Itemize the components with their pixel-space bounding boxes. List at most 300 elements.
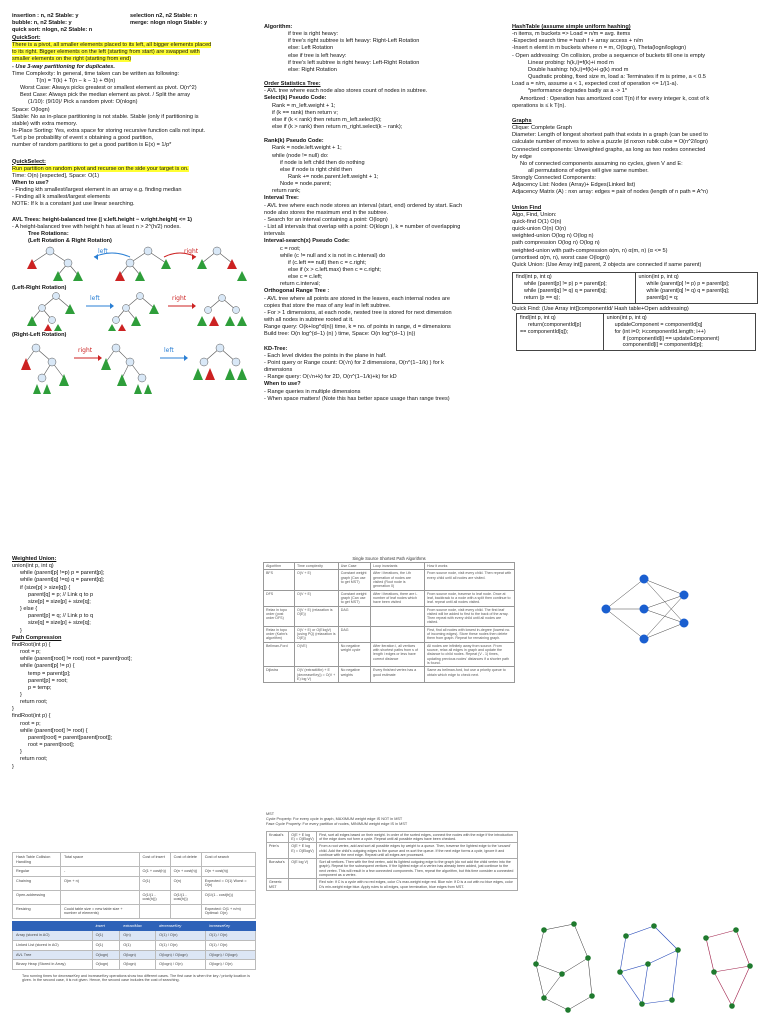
lr-tree-1: [27, 293, 75, 332]
table-cell: O(logn) / O(n): [206, 960, 256, 970]
hash-collision-table: [12, 852, 256, 919]
text-line: return c.interval;: [280, 281, 321, 288]
text-line: - For > 1 dimensions, at each node, nested tree is stored for next dimension: [264, 309, 452, 316]
table-row: [264, 590, 515, 606]
text-line: - Point query or Range count: O(√n) for 2 dimensions, O(n^(1−1/k) ) for k: [264, 359, 444, 366]
qf-find-cell: [517, 313, 604, 351]
clique-graph-diagram: [592, 565, 704, 655]
text-line: node also stores the maximum end in the subtree.: [264, 209, 389, 216]
text-line: - When space matters! (Note this has better space usage than range trees): [264, 395, 450, 402]
table-cell: O(V (extractMin) + E (decreaseKey)) = O(V + E) log V): [295, 667, 339, 683]
table-cell: O(V + E) or O(ElogV) (using PQ) (relaxation is O(E)): [295, 626, 339, 642]
text-line: parent[q] = p; // Link q to p: [28, 591, 94, 598]
table-row: [264, 606, 515, 626]
text-line: - AVL tree where all points are stored in the leaves, each internal nodes are: [264, 295, 450, 302]
table-cell: O(1) / O(n): [206, 931, 256, 941]
text-line: Double hashing: h(k,i)=f(k)+i·g(k) mod m: [528, 66, 629, 73]
table-cell: Binary Heap (Stored in Array): [13, 960, 93, 970]
table-cell: DFS: [264, 590, 295, 606]
priority-queue-table: [12, 921, 256, 970]
text-line: quick-find O(1) O(n): [512, 218, 562, 225]
text-line: Interval-search(x) Pseudo Code:: [264, 238, 350, 245]
text-line: union(int p, int q): [12, 563, 54, 570]
text-line: findRoot(int p) {: [12, 713, 51, 720]
text-line: else c = c.left;: [288, 274, 323, 281]
text-line: - Range query: O(√n+k) for 2D, O(n^(1−1/k)+k) for kD: [264, 374, 397, 381]
sort-list-right: [130, 13, 207, 27]
text-line: -Expected search time = hash f + array access + n/m: [512, 38, 644, 45]
table-cell: Boruvka's: [267, 859, 289, 879]
sssp-header-cell: Use Case: [338, 563, 370, 570]
tree-after: [115, 247, 171, 281]
code-line: return (p == q);: [524, 294, 560, 301]
quick-find-box: [516, 313, 756, 352]
table-cell: Array (stored in AO): [13, 931, 93, 941]
text-line: c = root;: [280, 245, 301, 252]
text-line: parent[p] = q; // Link p to q: [28, 613, 94, 620]
text-line: When to use?: [264, 381, 301, 388]
table-cell: O(E log V): [289, 859, 317, 879]
text-line: return rank;: [272, 188, 301, 195]
table-cell: Constant weight graph (Can use to get MST): [338, 590, 370, 606]
table-cell: Open-addressing: [13, 890, 61, 904]
text-line: Range query: O(k+log^d(n)) time, k = no. of points in range, d = dimensions: [264, 324, 451, 331]
mst-section: [266, 812, 522, 907]
left-right-rotation-diagram-2: [12, 292, 252, 332]
mst-note: MST: [266, 812, 275, 816]
text-line: }: [20, 749, 22, 756]
column-trees: [264, 24, 508, 534]
text-line: stable) with extra memory.: [12, 120, 78, 127]
text-line: Time Complexity: In general, time taken can be written as following:: [12, 70, 180, 77]
text-line: temp = parent[p];: [28, 670, 71, 677]
sort-line: insertion : n, n2 Stable: y: [12, 13, 79, 19]
text-line: operations is ≤ k T(n).: [512, 102, 566, 109]
text-line: if (k == rank) then return v;: [272, 109, 338, 116]
table-cell: Could table size = new table size + number of elements): [60, 904, 139, 918]
sort-list-left: [12, 13, 92, 34]
text-line: Worst Case: Always picks greatest or smallest element as pivot. O(n^2): [20, 85, 197, 92]
text-line: HashTable (assume simple uniform hashing): [512, 24, 631, 30]
table-row: [13, 960, 256, 970]
table-row: [267, 859, 518, 879]
weighted-union-code: [12, 556, 252, 771]
text-line: else if tree is left heavy:: [288, 52, 347, 59]
sssp-section: [263, 555, 517, 805]
table-cell: From a root vertex, add and sort all possible edges by weight to a queue. Then, traverse the lightest edge to the 'unused' child. Add the child's outgoing edges to the queue and re-sort the queue. If the next edge forms a cycle, ignore it and continue with the next edge. Repeat until all edges are processed.: [317, 843, 518, 859]
table-cell: First, find all nodes with lowest in-degree (lowest no. of incoming edges). Store these nodes then delete them from graph. Repeat for remaining graph.: [425, 626, 515, 642]
text-line: *Let p be probability of event x obtaining a good partition,: [12, 135, 154, 142]
table-cell: Kruskal's: [267, 831, 289, 843]
column-sorting: [12, 13, 252, 543]
text-line: Quadratic probing, fixed size m, load a: Terminates if m is prime, a < 0.5: [528, 74, 706, 81]
code-line: union(int p, int q): [638, 274, 679, 280]
table-cell: AVL Tree: [13, 950, 93, 960]
sort-line: quick sort: nlogn, n2 Stable: n: [12, 27, 93, 34]
table-cell: [371, 606, 425, 626]
text-line: Best Case: Always pick the median element as pivot. / Split the array: [20, 92, 191, 99]
table-cell: [170, 904, 201, 918]
complexity-section: [12, 852, 258, 1022]
table-cell: From source node, visit every child. The first leaf visited will be added to first to the back of the array. Then repeat with every child until all nodes are visited.: [425, 606, 515, 626]
code-line: == componentId[q]);: [520, 328, 569, 335]
text-line: if (size[p] > size[q]) {: [20, 584, 71, 591]
table-cell: First, sort all edges based on their weight. In order of the sorted edges, connect the nodes with the edge if the introduction of the edge does not form a cycle. Repeat until all possible edges have been checked.: [317, 831, 518, 843]
table-cell: O(1) / O(n): [206, 941, 256, 951]
text-line: Amortized : Operation has amortized cost T(n) if for every integer k, cost of k: [520, 95, 710, 102]
mst-table: [266, 831, 518, 891]
table-cell: O(logn) / O(logn): [156, 950, 206, 960]
text-line: Build tree: O(n log^(d−1) (n) ) time, Space: O(n log^(d−1) (n)): [264, 331, 416, 338]
text-line: Rank(k) Pseudo Code:: [264, 138, 324, 145]
text-line: Path Compression: [12, 634, 62, 641]
text-line: Rank = m_left.weight + 1;: [272, 102, 336, 109]
table-cell: Every finished vertex has a good estimate: [371, 667, 425, 683]
text-line: -n items, m buckets => Load = n/m = avg. items: [512, 31, 631, 38]
table-cell: Prim's: [267, 843, 289, 859]
arrow-right-label: right: [184, 248, 199, 256]
table-cell: No negative weight cycle: [338, 642, 370, 667]
text-line: Orthogonal Range Tree :: [264, 288, 330, 295]
table-cell: O(E + E log E) = O(ElogV): [289, 831, 317, 843]
text-line: with all nodes in subtree rooted at it.: [264, 317, 354, 324]
table-row: [13, 867, 256, 877]
text-line: (amortised α(m, n), worst case O(logn)): [512, 254, 610, 261]
text-line: if (c.left == null) then c = c.right;: [288, 259, 367, 266]
sssp-header-cell: Algorithm: [264, 563, 295, 570]
code-line: while (parent[p] != p) p = parent[p];: [646, 280, 730, 287]
text-line: all permutations of edges will give same number.: [528, 167, 649, 174]
text-line: number of random partitions to get a good partition is E(x) = 1/p*: [12, 142, 172, 149]
table-cell: Sort all vertices. Then with the first vertex, add its lightest outgoing edge to the graph (do not add the child vertex into the graph). Repeat for the subsequent vertices. If the lightest edge of a vertex has already been added, just continue to the next vertex. This will result in a few connected components. Then, repeat the algorithm, but this time consider a connected component as a vertex.: [317, 859, 518, 879]
table-cell: Dijkstra: [264, 667, 295, 683]
code-line: union(int p, int q): [606, 314, 647, 321]
hl-text: to its right. Bigger elements on the left (starting from start) are swapped with: [12, 49, 200, 56]
text-line: dimensions: [264, 367, 293, 374]
lr-tree-3: [197, 295, 247, 327]
table-cell: After i iterations, the i-th generation of nodes are visited (Root node is generation 0): [371, 570, 425, 590]
code-line: for (int i=0; i<componentId.length; i++): [614, 328, 706, 335]
text-line: - Finding kth smallest/largest element in an array e.g. finding median: [12, 187, 182, 194]
pq-header-cell: insert: [92, 921, 120, 931]
code-line: parent[p] = q;: [646, 294, 679, 301]
text-line: - Finding all k smallest/largest elements: [12, 194, 110, 201]
mst-notes: [266, 812, 522, 827]
left-right-rotation-title: (Left-Right Rotation): [12, 285, 67, 292]
text-line: return root;: [20, 699, 48, 706]
text-line: }: [12, 763, 14, 770]
table-cell: Bellman-Ford: [264, 642, 295, 667]
text-line: calculate number of moves to solve a puzzle (d nxnxn rubik cube = O(n^2/logn): [512, 139, 708, 146]
text-line: - List all intervals that overlap with a point: O(klogn ), k = number of overlapping: [264, 224, 461, 231]
graph-details: [512, 118, 760, 197]
text-line: size[p] = size[p] + size[q];: [28, 598, 91, 605]
table-row: [13, 904, 256, 918]
weighted-graph-diagrams: [522, 916, 762, 1020]
table-cell: Relax in topo order (post order DFS): [264, 606, 295, 626]
table-cell: [371, 626, 425, 642]
text-line: while (node != null) do:: [272, 152, 329, 159]
table-cell: Resizing: [13, 904, 61, 918]
table-row: [13, 876, 256, 890]
table-cell: O(VE): [295, 642, 339, 667]
text-line: path compression O(log n) O(log n): [512, 240, 600, 247]
code-line: if (componentId[i] == updateComponent): [622, 335, 720, 342]
quicksort-title: QuickSort:: [12, 35, 41, 41]
text-line: Select(k) Pseudo Code:: [264, 95, 327, 102]
text-line: Load a = n/m, assume a < 1, expected cost of operation <= 1/(1-a).: [512, 81, 679, 88]
left-right-rotation-diagram: [12, 245, 252, 285]
quickselect-highlight: Run partition on random pivot and recurse on the side your target is on.: [12, 165, 189, 172]
text-line: Adjacency Matrix (A) : nxn array: edges = pair of nodes (length of n path = A^n): [512, 189, 709, 196]
table-cell: O(V + E): [295, 570, 339, 590]
text-line: (1/10): (9/10)/ Pick a random pivot: O(nlogn): [28, 99, 138, 106]
table-cell: Generic MST: [267, 879, 289, 891]
text-line: root = p;: [20, 720, 41, 727]
text-line: weighted-union with path-compression α(m, n) α(m, n) (α <= 5): [512, 247, 668, 254]
rl-tree-1: [21, 344, 69, 394]
table-row: [267, 831, 518, 843]
sssp-header-cell: Loop invariants: [371, 563, 425, 570]
text-line: - A height-balanced tree with height h has at least n > 2^(h/2) nodes.: [12, 223, 181, 230]
text-line: When to use?: [12, 179, 49, 186]
footnote-text: Two running times for decreaseKey and increaseKey operations show two different cases. The first case is when the key / priority location is given. In the second case, it is not given. Hence, the second case includes the cost of searching.: [22, 973, 250, 983]
table-cell: O(1): [120, 941, 156, 951]
table-cell: O(n + cost(h)): [170, 867, 201, 877]
union-find-details: [512, 205, 760, 269]
text-line: Clique: Complete Graph: [512, 125, 573, 132]
text-line: }: [20, 691, 22, 698]
text-line: if tree's right subtree is left heavy: Right-Left Rotation: [288, 38, 420, 45]
text-line: Algorithm:: [264, 24, 293, 30]
text-line: if tree is right heavy:: [288, 31, 339, 38]
hash-header-cell: Total space: [60, 853, 139, 867]
code-line: updateComponent = componentId[q]: [614, 321, 703, 328]
hash-header-cell: Cost of insert: [139, 853, 170, 867]
table-cell: O(1) / O(n): [156, 931, 206, 941]
code-line: componentId[i] = componentId[p];: [622, 342, 703, 349]
qf-union-cell: [603, 313, 755, 351]
text-line: by edge: [512, 153, 532, 160]
text-line: Quick Union: (Use Array int[] parent, 2 objects are connected if same parent): [512, 261, 702, 268]
table-cell: O(m + n): [60, 876, 139, 890]
table-row: [264, 642, 515, 667]
text-line: Connected components: Unweighted graphs, as long as two nodes connected: [512, 146, 706, 153]
weighted-union-section: [12, 556, 252, 836]
table-cell: Chaining: [13, 876, 61, 890]
pq-footnote: [12, 974, 258, 983]
text-line: parent[root] = parent[parent[root]];: [28, 734, 113, 741]
text-line: root = p;: [20, 649, 41, 656]
quicksort-details: [12, 71, 252, 150]
text-line: Linear probing: h(k,i)=f(k)+i mod m: [528, 59, 614, 66]
table-cell: O(n): [170, 876, 201, 890]
text-line: Rank = node.left.weight + 1;: [272, 145, 342, 152]
hash-header-cell: Cost of delete: [170, 853, 201, 867]
arrow-left-label-2: left: [90, 295, 100, 303]
hash-header-cell: Cost of search: [201, 853, 255, 867]
text-line: root = parent[root];: [28, 742, 75, 749]
quicksort-note: - Use 3-way partitioning for duplicates.: [12, 63, 115, 70]
table-cell: O(n + cost(h)): [201, 867, 255, 877]
table-cell: Expected = O(1) Worst = O(n): [201, 876, 255, 890]
table-row: [267, 879, 518, 891]
table-cell: O(1 + cost(h)): [139, 867, 170, 877]
mst-note: Cycle Property: For every cycle in graph, MAXIMUM weight edge IS NOT in MST: [266, 816, 403, 821]
rl-tree-3: [193, 344, 247, 380]
table-cell: O(logn): [92, 960, 120, 970]
quicksort-highlight: [12, 42, 252, 63]
table-cell: From source node, traverse to leaf node. Once at leaf, backtrack to a node with a split then continue to leaf. repeat until all nodes visited.: [425, 590, 515, 606]
text-line: Rank += node.parent.left.weight + 1;: [288, 173, 379, 180]
lr-tree-2: [108, 293, 159, 332]
table-cell: Linked List (stored in AO): [13, 941, 93, 951]
sssp-header-cell: Time complexity: [295, 563, 339, 570]
rank-interval-details: [264, 138, 508, 338]
kd-tree-details: [264, 346, 508, 403]
text-line: while (parent[root] != root) root = parent[root];: [20, 656, 132, 663]
text-line: while (parent[p] != p) {: [20, 663, 75, 670]
text-line: - AVL tree where each node stores an interval (start, end) ordered by start. Each: [264, 202, 463, 209]
text-line: No of connected components assuming no cycles, given V and E:: [520, 160, 683, 167]
text-line: parent[p] = root;: [28, 677, 68, 684]
table-cell: After i iterations, there are i-number of leaf nodes which have been visited: [371, 590, 425, 606]
avl-algorithm: [264, 24, 508, 74]
code-line: while (parent[p] != p) p = parent[p];: [524, 280, 607, 287]
quickselect-details: [12, 173, 252, 209]
text-line: NOTE: If k is a constant just use linear searching.: [12, 201, 135, 208]
table-row: [264, 570, 515, 590]
rl-tree-2: [101, 344, 152, 394]
sort-line: selection n2, n2 Stable: n: [130, 13, 198, 19]
table-cell: O(V + E): [295, 590, 339, 606]
graph2-nodes: [617, 923, 681, 1007]
pq-header-cell: [13, 921, 93, 931]
table-cell: O(1): [92, 941, 120, 951]
text-line: return root;: [20, 756, 48, 763]
graph3-nodes: [703, 927, 753, 1009]
table-cell: [60, 890, 139, 904]
table-cell: Same as bellman-ford, but use a priority queue to obtain which edge to check next.: [425, 667, 515, 683]
text-line: *performance degrades badly as a -> 1*: [528, 88, 628, 95]
table-row: [264, 626, 515, 642]
text-line: - Open addressing: On collision, probe a sequence of buckets till one is empty: [512, 52, 706, 59]
table-row: [13, 950, 256, 960]
text-line: else: Right Rotation: [288, 66, 337, 73]
hash-header-cell: Hash Table Collision Handling: [13, 853, 61, 867]
sssp-header-cell: How it works: [425, 563, 515, 570]
hl-text: There is a pivot, all smaller elements placed to its left, all bigger elements placed: [12, 42, 212, 49]
text-line: In-Place Sorting: Yes, extra space for storing recursive function calls not input.: [12, 128, 206, 135]
rotations-subtitle: (Left Rotation & Right Rotation): [28, 238, 112, 245]
table-row: [13, 931, 256, 941]
table-cell: Relax in topo order (Kahn's algorithm): [264, 626, 295, 642]
tree-after-2: [197, 247, 247, 281]
table-cell: DAG: [338, 626, 370, 642]
text-line: Weighted Union:: [12, 556, 57, 562]
hl-text: smaller elements on the right (starting from end): [12, 56, 132, 63]
text-line: while (c != null and x is not in c.interval) do: [280, 252, 386, 259]
text-line: - Each level divides the points in the plane in half.: [264, 352, 387, 359]
table-cell: O(E + E log E) = O(ElogV): [289, 843, 317, 859]
table-cell: O(logn): [120, 960, 156, 970]
text-line: while (parent[q] !=q) q = parent[q];: [20, 577, 105, 584]
text-line: - Search for an interval containing a point: O(logn): [264, 216, 388, 223]
right-left-rotation-diagram: [12, 340, 252, 412]
text-line: while (parent[p] !=p) p = parent[p];: [20, 570, 105, 577]
text-line: Diameter: Length of longest shortest path that exists in a graph (can be used to: [512, 132, 708, 139]
right-left-rotation-title: (Right-Left Rotation): [12, 332, 67, 339]
table-cell: BFS: [264, 570, 295, 590]
text-line: Algo, Find, Union:: [512, 211, 557, 218]
text-line: else if (k < rank) then return m_left.select(k);: [272, 116, 382, 123]
mst-note: Fase Cycle Property: For every partition of nodes, MINIMUM weight edge IS in MST: [266, 821, 408, 826]
arrow-right-label-3: right: [78, 346, 93, 354]
text-line: else if (k > rank) then return m_right.select(k − rank);: [272, 124, 403, 131]
column-hash-graph: [512, 24, 760, 544]
text-line: if tree's left subtree is right heavy: Left-Right Rotation: [288, 59, 420, 66]
code-line: while (parent[q] != q) q = parent[q];: [646, 287, 730, 294]
text-line: size[q] = size[p] + size[q];: [28, 620, 91, 627]
table-cell: -: [60, 867, 139, 877]
table-cell: From source node, visit every child. Then repeat with every child until all nodes are visited.: [425, 570, 515, 590]
quick-union-box: [512, 272, 758, 304]
sssp-table: [263, 555, 515, 683]
text-line: }: [20, 627, 22, 634]
sort-complexity-block: [12, 13, 252, 35]
text-line: intervals: [264, 231, 285, 238]
sort-line: bubble: n, n2 Stable: y: [12, 20, 72, 27]
table-cell: O(1): [92, 931, 120, 941]
sssp-header-row: [264, 563, 515, 570]
text-line: -Insert n elemt in m buckets where n = m, O(logn), Theta(logn/loglogn): [512, 45, 687, 52]
arrow-left-label: left: [98, 248, 108, 256]
quickselect-title: QuickSelect:: [12, 158, 46, 165]
text-line: copies that store the max of any leaf in left subtree.: [264, 302, 391, 309]
text-line: } else {: [20, 606, 38, 613]
table-cell: O(1) / O(n): [156, 941, 206, 951]
text-line: else if node is right child then: [280, 166, 353, 173]
table-cell: DAG: [338, 606, 370, 626]
table-row: [13, 941, 256, 951]
pq-header-cell: decreaseKey: [156, 921, 206, 931]
rotations-title: Tree Rotations:: [28, 230, 69, 237]
table-cell: O(1): [139, 876, 170, 890]
text-line: quick-union O(n) O(n): [512, 226, 567, 233]
sssp-caption: Single Source Shortest Path Algorithms: [352, 556, 426, 561]
table-cell: O(logn) / O(logn): [206, 950, 256, 960]
code-line: return(componentId[p]: [528, 321, 582, 328]
text-line: KD-Tree:: [264, 345, 288, 352]
table-cell: Red rule: If C is a cycle with no red edges, color C's max-weight edge red. Blue rule: If D is a cut with no blue edges, color D's min-weight edge blue. Apply rules to all edges, upon termination, blue edges from MST.: [317, 879, 518, 891]
table-cell: O(logn) / O(n): [156, 960, 206, 970]
table-cell: O(n): [120, 931, 156, 941]
table-cell: After iteration i, all vertices with shortest paths from s of length i edges or less have correct distance: [371, 642, 425, 667]
table-cell: O(1/(1 - cost(h))): [201, 890, 255, 904]
ost-details: [264, 88, 508, 131]
table-cell: [139, 904, 170, 918]
table-cell: O(logn): [92, 950, 120, 960]
table-cell: O(1/(1 - cost(h))): [139, 890, 170, 904]
table-row: [267, 843, 518, 859]
text-line: Stable: No as in-place partitioning is not stable. Stable (only if partitioning is: [12, 113, 199, 120]
text-line: weighted-union O(log n) O(log n): [512, 233, 594, 240]
qu-find-cell: [513, 273, 636, 304]
code-line: find(int p, int q): [520, 314, 556, 321]
table-cell: No negative weights: [338, 667, 370, 683]
ost-title: Order Statistics Tree:: [264, 81, 321, 88]
text-line: if node is left child then do nothing: [280, 159, 365, 166]
